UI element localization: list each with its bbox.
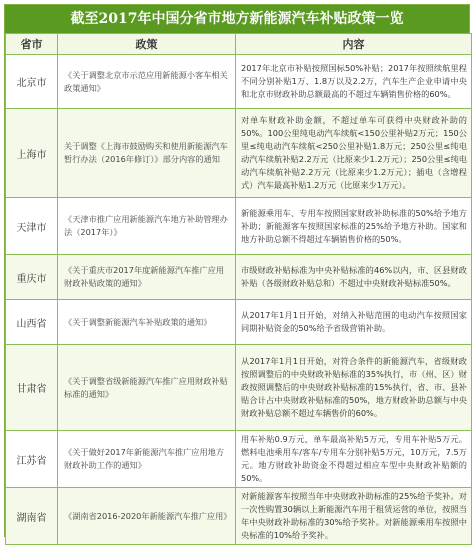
province-cell: 山西省 xyxy=(6,300,58,345)
province-cell: 江苏省 xyxy=(6,431,58,488)
policy-cell: 《关于调整北京市示范应用新能源小客车相关政策通知》 xyxy=(58,55,236,109)
province-cell: 北京市 xyxy=(6,55,58,109)
content-cell: 用车补贴0.9万元，单车最高补贴5万元，专用车补贴5万元。燃料电池乘用车/客车/专用车分别补贴5万元，10万元，7.5万元。地方财政补助资金不得超过相应车型中央财政补贴额的50%。 xyxy=(236,431,472,488)
header-row xyxy=(6,34,472,55)
policy-table-container xyxy=(4,4,470,540)
policy-cell: 《关于做好2017年新能源汽车推广应用地方财政补助工作的通知》 xyxy=(58,431,236,488)
table-row xyxy=(6,431,472,488)
policy-cell: 《湖南省2016-2020年新能源汽车推广应用》 xyxy=(58,488,236,545)
province-cell: 上海市 xyxy=(6,109,58,198)
table-row xyxy=(6,55,472,109)
table-row xyxy=(6,345,472,431)
content-cell: 从2017年1月1日开始，对符合条件的新能源汽车，省级财政按照调整后的中央财政补贴标准的35%执行，市（州、区）财政按照调整后的中央财政补贴标准的15%执行，省、市、县补贴合计占中央财政补贴标准的50%，地方财政补助总额与中央财政补贴总额不超过车辆售价的60%。 xyxy=(236,345,472,431)
content-cell: 从2017年1月1日开始，对纳入补贴范围的电动汽车按照国家同期补贴资金的50%给予省级营销补助。 xyxy=(236,300,472,345)
policy-cell: 《关于重庆市2017年度新能源汽车推广应用财政补贴政策的通知》 xyxy=(58,255,236,300)
content-cell: 对单车财政补助金额，不超过单车可获得中央财政补助的50%。100公里纯电动汽车续航<150公里补贴2万元；150公里≤纯电动汽车续航<250公里补贴1.8万元；250公里≤纯电动汽车续航补贴2.2万元（比原来少1.2万元）；250公里≤纯电动汽车续航补贴2.2万元（比原来少1.2万元）；插电（含增程式）汽车最高补贴1.2万元（比原来少1万元）。 xyxy=(236,109,472,198)
content-cell: 新能源乘用车、专用车按照国家财政补助标准的50%给予地方补助；新能源客车按照国家标准的25%给予地方补助。国家和地方补助总额不得超过车辆销售价格的50%。 xyxy=(236,198,472,255)
header-province: 省市 xyxy=(6,34,58,55)
content-cell: 市级财政补贴标准为中央补贴标准的46%以内，市、区县财政补贴（各级财政补贴总和）不超过中央财政补贴标准50%。 xyxy=(236,255,472,300)
table-row xyxy=(6,488,472,545)
content-cell: 对新能源客车按照当年中央财政补助标准的25%给予奖补。对一次性购置30辆以上新能源汽车用于租赁运营的单位，按照当年中央财政补助标准的30%给予奖补。对新能源乘用车按照中央标准的10%给予奖补。 xyxy=(236,488,472,545)
province-cell: 天津市 xyxy=(6,198,58,255)
table-row xyxy=(6,255,472,300)
province-cell: 湖南省 xyxy=(6,488,58,545)
policy-table xyxy=(5,33,472,545)
table-row xyxy=(6,300,472,345)
policy-cell: 关于调整《上海市鼓励购买和使用新能源汽车暂行办法（2016年修订）》部分内容的通知 xyxy=(58,109,236,198)
header-policy: 政策 xyxy=(58,34,236,55)
table-row xyxy=(6,109,472,198)
table-row xyxy=(6,198,472,255)
policy-cell: 《天津市推广应用新能源汽车地方补助管理办法（2017年）》 xyxy=(58,198,236,255)
content-cell: 2017年北京市补贴按照国标50%补贴；2017年按照续航里程不同分别补贴1万、1.8万以及2.2万，汽车生产企业申请中央和北京市财政补助总额最高的不超过车辆销售价格的60%。 xyxy=(236,55,472,109)
province-cell: 重庆市 xyxy=(6,255,58,300)
table-title: 截至2017年中国分省市地方新能源汽车补贴政策一览 xyxy=(5,5,469,33)
header-content: 内容 xyxy=(236,34,472,55)
policy-cell: 《关于调整新能源汽车补贴政策的通知》 xyxy=(58,300,236,345)
province-cell: 甘肃省 xyxy=(6,345,58,431)
policy-cell: 《关于调整省级新能源汽车推广应用财政补贴标准的通知》 xyxy=(58,345,236,431)
